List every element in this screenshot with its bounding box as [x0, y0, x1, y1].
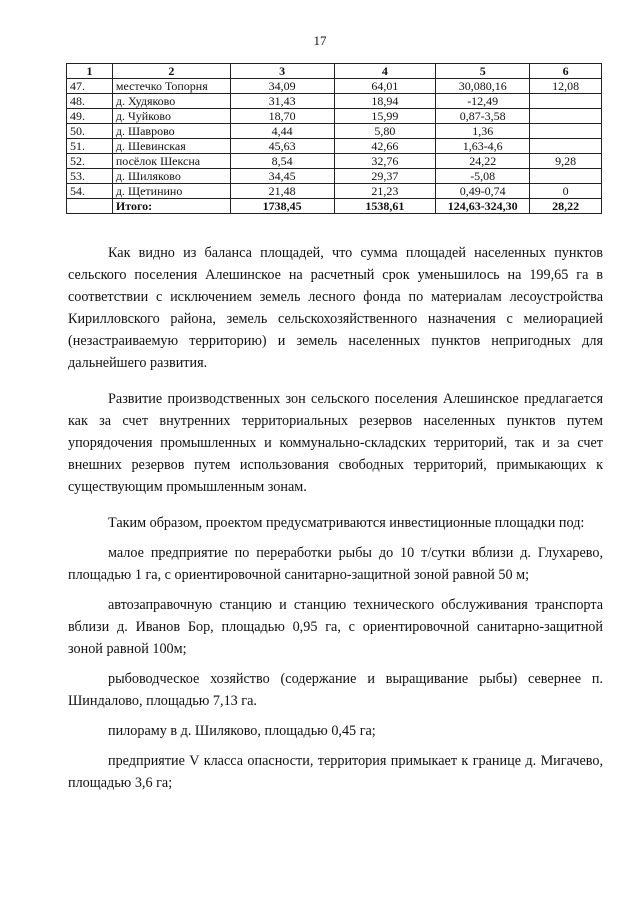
- table-cell: [530, 139, 602, 154]
- paragraph-production-zones: Развитие производственных зон сельского поселения Алешинское предлагается как за счет внутренних территориальных резервов населенных пунктов путем упорядочения промышленных и коммунально-складских территорий, так и за счет внешних резервов путем использования свободных территорий, примыкающих к существующим промышленным зонам.: [68, 391, 603, 495]
- column-header: 6: [530, 64, 602, 79]
- table-cell: 24,22: [436, 154, 530, 169]
- settlement-name: д. Шаврово: [112, 124, 230, 139]
- table-cell: 34,09: [230, 79, 334, 94]
- settlement-name: д. Чуйково: [112, 109, 230, 124]
- body-text: [68, 242, 603, 794]
- page-number: 17: [313, 33, 327, 48]
- total-cell: [67, 199, 113, 214]
- table-cell: 1,36: [436, 124, 530, 139]
- table-cell: 45,63: [230, 139, 334, 154]
- table-row: [67, 154, 602, 169]
- table-cell: 0,87-3,58: [436, 109, 530, 124]
- total-row: [67, 199, 602, 214]
- paragraph-area-balance: Как видно из баланса площадей, что сумма площадей населенных пунктов сельского поселения Алешинское на расчетный срок уменьшилось на 199,65 га в соответствии с исключением земель лесного фонда по материалам лесоустройства Кирилловского района, земель сельскохозяйственного назначения с мелиорацией (незастраиваемую территорию) и земель населенных пунктов непригодных для дальнейшего развития.: [68, 245, 603, 371]
- table-cell: 32,76: [334, 154, 436, 169]
- total-cell: 124,63-324,30: [436, 199, 530, 214]
- table-cell: 21,23: [334, 184, 436, 199]
- total-cell: 1538,61: [334, 199, 436, 214]
- table-cell: 31,43: [230, 94, 334, 109]
- table-cell: 9,28: [530, 154, 602, 169]
- table-cell: [530, 124, 602, 139]
- settlement-name: местечко Топорня: [112, 79, 230, 94]
- table-cell: 18,70: [230, 109, 334, 124]
- table-row: [67, 79, 602, 94]
- row-number: 50.: [67, 124, 113, 139]
- total-label: Итого:: [112, 199, 230, 214]
- table-cell: 21,48: [230, 184, 334, 199]
- settlement-name: д. Щетинино: [112, 184, 230, 199]
- table-cell: 5,80: [334, 124, 436, 139]
- column-header: 5: [436, 64, 530, 79]
- column-header: 1: [67, 64, 113, 79]
- table-cell: [530, 169, 602, 184]
- row-number: 53.: [67, 169, 113, 184]
- table-cell: 29,37: [334, 169, 436, 184]
- area-balance-table: [66, 63, 602, 214]
- table-cell: 42,66: [334, 139, 436, 154]
- table-cell: 8,54: [230, 154, 334, 169]
- settlement-name: д. Шиляково: [112, 169, 230, 184]
- settlement-name: д. Худяково: [112, 94, 230, 109]
- table-cell: 15,99: [334, 109, 436, 124]
- paragraph-investment-sites: Таким образом, проектом предусматриваются инвестиционные площадки под:: [108, 515, 585, 531]
- row-number: 52.: [67, 154, 113, 169]
- list-item: рыбоводческое хозяйство (содержание и выращивание рыбы) севернее п. Шиндалово, площадью 7,13 га.: [68, 671, 603, 709]
- table-cell: -5,08: [436, 169, 530, 184]
- table-cell: 0: [530, 184, 602, 199]
- table-cell: 0,49-0,74: [436, 184, 530, 199]
- table-row: [67, 169, 602, 184]
- row-number: 48.: [67, 94, 113, 109]
- table-row: [67, 184, 602, 199]
- column-header: 2: [112, 64, 230, 79]
- table-cell: 4,44: [230, 124, 334, 139]
- total-cell: 1738,45: [230, 199, 334, 214]
- table-row: [67, 94, 602, 109]
- table-cell: 30,080,16: [436, 79, 530, 94]
- list-item: пилораму в д. Шиляково, площадью 0,45 га;: [108, 723, 376, 739]
- column-header: 3: [230, 64, 334, 79]
- list-item: малое предприятие по переработки рыбы до 10 т/сутки вблизи д. Глухарево, площадью 1 га, с ориентировочной санитарно-защитной зоной равной 50 м;: [68, 545, 603, 583]
- table-cell: [530, 94, 602, 109]
- table-cell: 12,08: [530, 79, 602, 94]
- settlement-name: д. Шевинская: [112, 139, 230, 154]
- total-cell: 28,22: [530, 199, 602, 214]
- table-row: [67, 124, 602, 139]
- list-item: предприятие V класса опасности, территория примыкает к границе д. Мигачево, площадью 3,6 га;: [68, 753, 603, 791]
- table-cell: 34,45: [230, 169, 334, 184]
- row-number: 51.: [67, 139, 113, 154]
- table-row: [67, 109, 602, 124]
- table-row: [67, 139, 602, 154]
- table-cell: 64,01: [334, 79, 436, 94]
- table-cell: -12,49: [436, 94, 530, 109]
- row-number: 49.: [67, 109, 113, 124]
- row-number: 54.: [67, 184, 113, 199]
- list-item: автозаправочную станцию и станцию технического обслуживания транспорта вблизи д. Иванов Бор, площадью 0,95 га, с ориентировочной санитарно-защитной зоной равной 100м;: [68, 597, 603, 657]
- table-header-row: [67, 64, 602, 79]
- settlement-name: посёлок Шексна: [112, 154, 230, 169]
- table-cell: [530, 109, 602, 124]
- row-number: 47.: [67, 79, 113, 94]
- table-cell: 1,63-4,6: [436, 139, 530, 154]
- table-cell: 18,94: [334, 94, 436, 109]
- column-header: 4: [334, 64, 436, 79]
